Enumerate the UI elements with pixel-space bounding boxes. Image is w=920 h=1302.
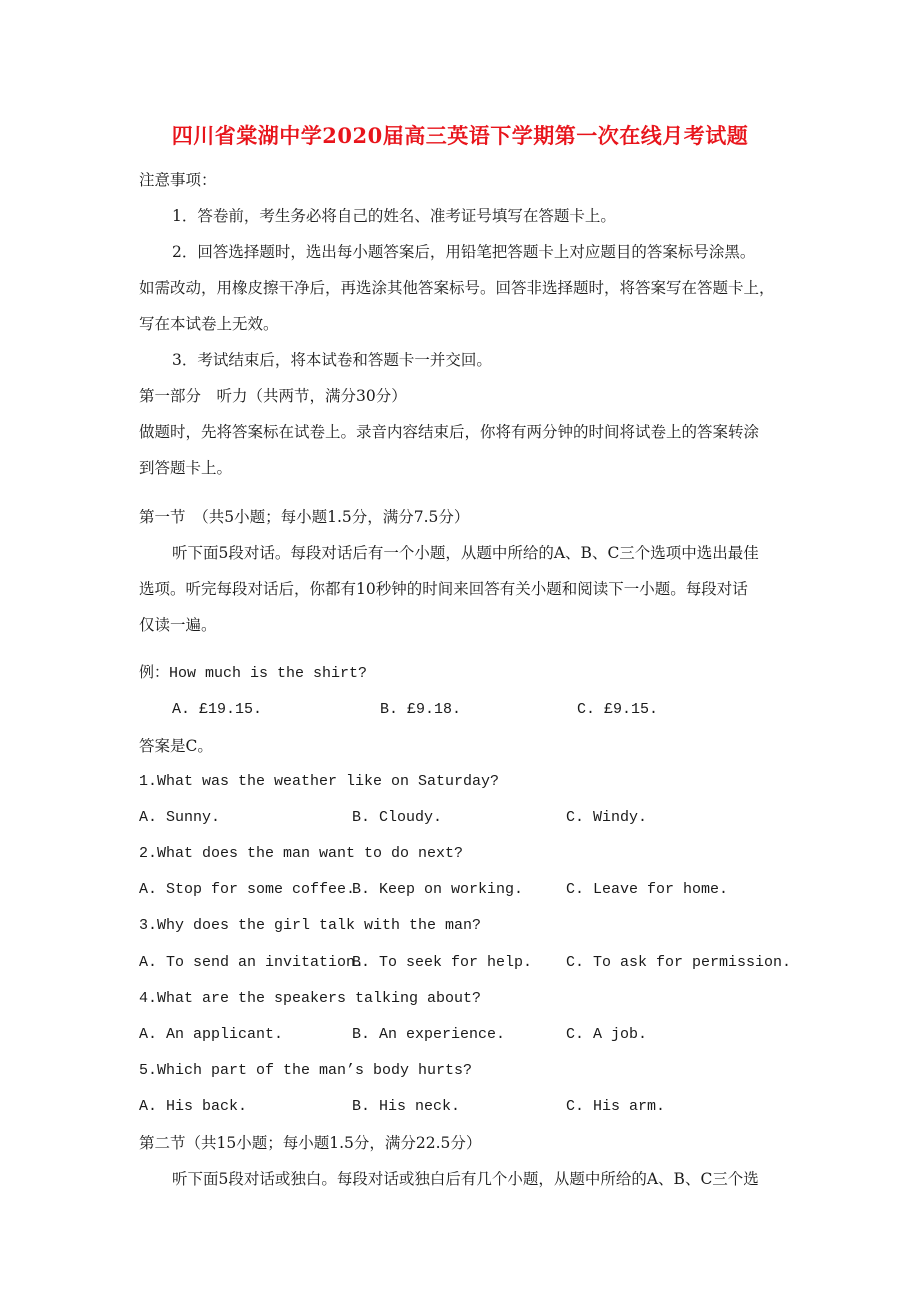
question-2: 2.What does the man want to do next? [139, 845, 464, 862]
page-title: 四川省棠湖中学2020届高三英语下学期第一次在线月考试题 [171, 123, 749, 148]
q4-option-a: A. An applicant. [139, 1026, 284, 1043]
notice-item-3: 3．考试结束后，将本试卷和答题卡一并交回。 [172, 351, 492, 369]
section1-heading: 第一节 （共5小题；每小题1.5分，满分7.5分） [139, 508, 470, 526]
question-1: 1.What was the weather like on Saturday? [139, 773, 500, 790]
q5-option-c: C. His arm. [566, 1098, 666, 1115]
notice-item-2-line-2: 如需改动，用橡皮擦干净后，再选涂其他答案标号。回答非选择题时，将答案写在答题卡上， [139, 279, 775, 297]
q4-option-b: B. An experience. [352, 1026, 506, 1043]
section1-instructions-line-2: 选项。听完每段对话后，你都有10秒钟的时间来回答有关小题和阅读下一小题。每段对话 [139, 580, 748, 598]
notice-item-1: 1．答卷前，考生务必将自己的姓名、准考证号填写在答题卡上。 [172, 207, 616, 225]
example-option-a: A. £19.15. [172, 701, 263, 718]
question-5: 5.Which part of the man’s body hurts? [139, 1062, 473, 1079]
section2-heading: 第二节（共15小题；每小题1.5分，满分22.5分） [139, 1134, 482, 1152]
question-4: 4.What are the speakers talking about? [139, 990, 482, 1007]
q3-option-b: B. To seek for help. [352, 954, 533, 971]
q1-option-c: C. Windy. [566, 809, 648, 826]
notice-item-2-line-3: 写在本试卷上无效。 [139, 315, 279, 333]
section1-instructions-line-1: 听下面5段对话。每段对话后有一个小题，从题中所给的A、B、C三个选项中选出最佳 [172, 544, 759, 562]
q2-option-b: B. Keep on working. [352, 881, 524, 898]
question-3: 3.Why does the girl talk with the man? [139, 917, 482, 934]
example-option-c: C. £9.15. [577, 701, 659, 718]
q5-option-a: A. His back. [139, 1098, 248, 1115]
q5-option-b: B. His neck. [352, 1098, 461, 1115]
example-option-b: B. £9.18. [380, 701, 462, 718]
q2-option-c: C. Leave for home. [566, 881, 729, 898]
example-question: 例：How much is the shirt? [139, 665, 368, 682]
q1-option-a: A. Sunny. [139, 809, 221, 826]
q1-option-b: B. Cloudy. [352, 809, 443, 826]
notice-item-2-line-1: 2．回答选择题时，选出每小题答案后，用铅笔把答题卡上对应题目的答案标号涂黑。 [172, 243, 756, 261]
q3-option-c: C. To ask for permission. [566, 954, 792, 971]
q3-option-a: A. To send an invitation. [139, 954, 365, 971]
q4-option-c: C. A job. [566, 1026, 648, 1043]
part1-instructions-line-1: 做题时，先将答案标在试卷上。录音内容结束后，你将有两分钟的时间将试卷上的答案转涂 [139, 423, 760, 441]
section1-instructions-line-3: 仅读一遍。 [139, 616, 217, 634]
q2-option-a: A. Stop for some coffee. [139, 881, 356, 898]
part1-heading: 第一部分 听力（共两节，满分30分） [139, 387, 407, 405]
part1-instructions-line-2: 到答题卡上。 [139, 459, 233, 477]
section2-instructions-line-1: 听下面5段对话或独白。每段对话或独白后有几个小题，从题中所给的A、B、C三个选 [172, 1170, 759, 1188]
example-answer: 答案是C。 [139, 737, 213, 755]
notice-heading: 注意事项： [139, 171, 217, 189]
